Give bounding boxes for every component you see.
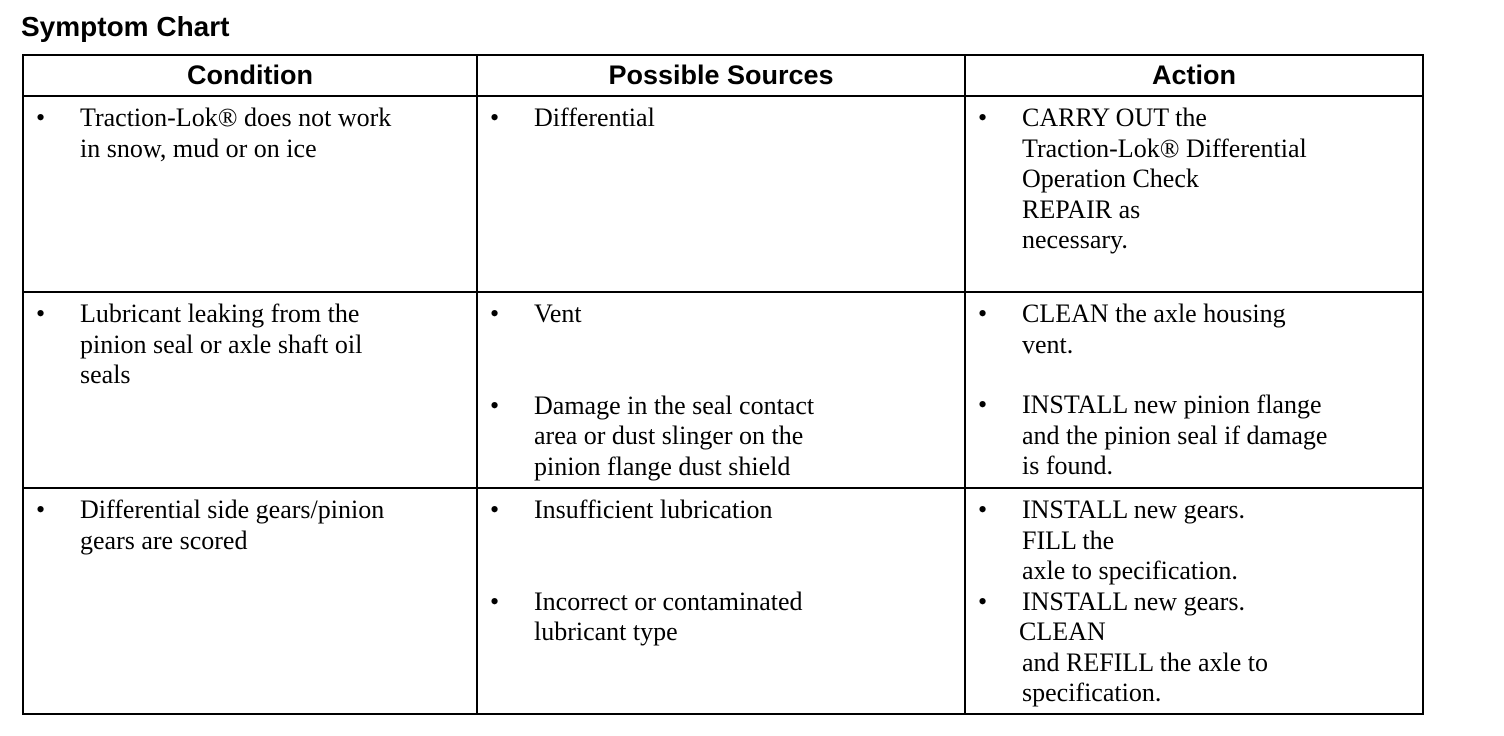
- text-line: INSTALL new gears.: [1022, 495, 1245, 524]
- table-row: [23, 292, 1423, 488]
- symptom-chart-table: [22, 54, 1424, 715]
- text-line: FILL the: [1022, 525, 1115, 555]
- source-item: [478, 587, 964, 648]
- text-line: necessary.: [1022, 225, 1128, 254]
- condition-item: [24, 495, 476, 556]
- bullet: •: [490, 586, 500, 616]
- header-row: [23, 55, 1423, 96]
- action-cell: [965, 96, 1423, 292]
- source-item: [478, 103, 964, 134]
- text-line: lubricant type: [534, 617, 678, 646]
- condition-cell: [23, 488, 477, 714]
- action-item: [966, 495, 1422, 587]
- condition-item: [24, 299, 476, 391]
- text-line: area or dust slinger on the: [534, 421, 804, 450]
- text-line: in snow, mud or on ice: [80, 133, 317, 163]
- text-line: Operation Check: [1022, 164, 1199, 193]
- text-line: pinion flange dust shield: [534, 451, 791, 481]
- table-row: [23, 96, 1423, 292]
- text-line: axle to specification.: [1022, 556, 1238, 585]
- sources-cell: [477, 488, 965, 714]
- text-line: CLEAN: [1019, 617, 1106, 646]
- bullet: •: [36, 299, 46, 328]
- condition-cell: [23, 292, 477, 488]
- bullet: •: [978, 586, 988, 616]
- bullet: •: [36, 103, 46, 132]
- table-row: [23, 488, 1423, 714]
- bullet: •: [490, 299, 500, 328]
- text-line: CLEAN the axle housing: [1022, 299, 1286, 328]
- bullet: •: [978, 495, 988, 524]
- action-cell: [965, 488, 1423, 714]
- condition-item: [24, 103, 476, 164]
- source-item: [478, 495, 964, 526]
- bullet: •: [978, 390, 988, 419]
- text-line: CARRY OUT the: [1022, 103, 1207, 132]
- text-line: Incorrect or contaminated: [534, 586, 803, 616]
- bullet: •: [978, 299, 988, 328]
- bullet: •: [978, 103, 988, 132]
- bullet: •: [490, 495, 500, 524]
- text-line: Traction-Lok® does not work: [80, 103, 392, 132]
- header-condition: Condition: [23, 55, 477, 96]
- sources-cell: [477, 96, 965, 292]
- text-line: specification.: [1022, 678, 1162, 707]
- text-line: Insufficient lubrication: [534, 495, 773, 524]
- header-action: Action: [965, 55, 1423, 96]
- text-line: INSTALL new gears.: [1022, 586, 1245, 616]
- action-item: [966, 299, 1422, 360]
- text-line: and the pinion seal if damage: [1022, 420, 1328, 450]
- text-line: Differential: [534, 103, 655, 132]
- text-line: Vent: [534, 299, 582, 328]
- text-line: INSTALL new pinion flange: [1022, 390, 1322, 419]
- header-possible-sources: Possible Sources: [477, 55, 965, 96]
- text-line: and REFILL the axle to: [1022, 647, 1268, 677]
- text-line: vent.: [1022, 329, 1074, 359]
- text-line: Damage in the seal contact: [534, 390, 815, 420]
- bullet: •: [490, 103, 500, 132]
- text-line: Traction-Lok® Differential: [1022, 133, 1307, 163]
- text-line: pinion seal or axle shaft oil: [80, 329, 363, 359]
- source-item: [478, 299, 964, 330]
- action-item: [966, 390, 1422, 482]
- text-line: Differential side gears/pinion: [80, 495, 385, 524]
- page-title: Symptom Chart: [21, 11, 230, 42]
- sources-cell: [477, 292, 965, 488]
- text-line: Lubricant leaking from the: [80, 299, 360, 328]
- text-line: seals: [80, 360, 131, 389]
- action-item: [966, 103, 1422, 256]
- action-cell: [965, 292, 1423, 488]
- text-line: REPAIR as: [1022, 194, 1141, 224]
- text-line: is found.: [1022, 451, 1113, 480]
- bullet: •: [36, 495, 46, 524]
- condition-cell: [23, 96, 477, 292]
- source-item: [478, 391, 964, 483]
- bullet: •: [490, 390, 500, 420]
- text-line: gears are scored: [80, 525, 248, 555]
- action-item: [966, 587, 1422, 709]
